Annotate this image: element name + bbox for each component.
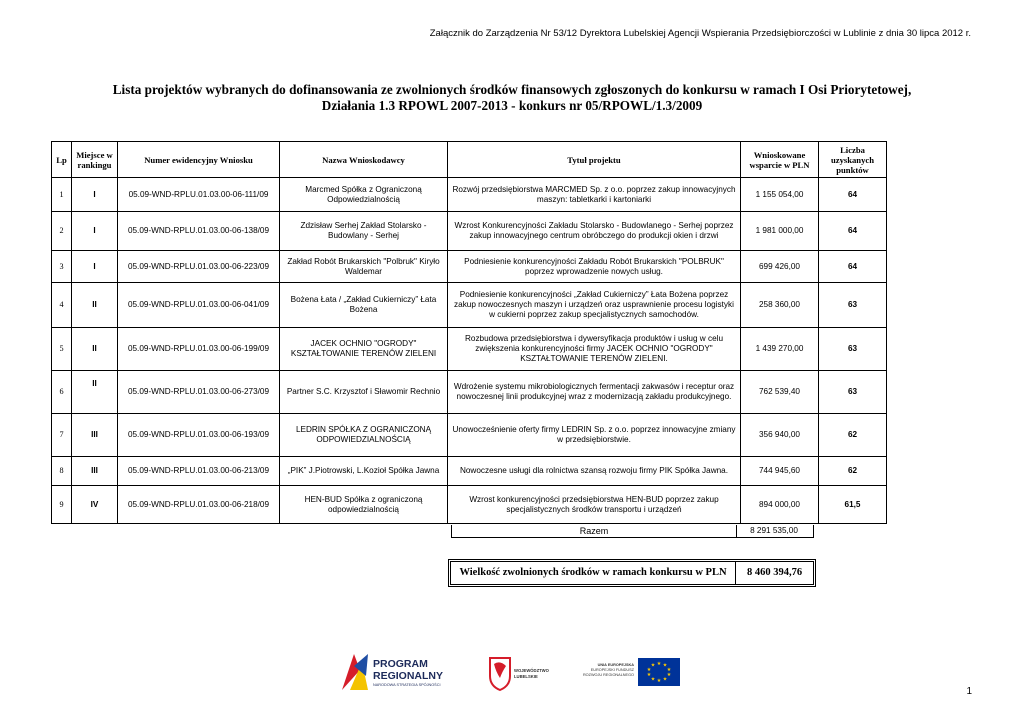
cell-applicant: Marcmed Spółka z Ograniczoną Odpowiedzialnością — [280, 178, 448, 212]
cell-rank: III — [72, 457, 118, 486]
table-header-row — [52, 142, 887, 178]
cell-lp: 4 — [52, 283, 72, 328]
table-row — [52, 212, 887, 251]
eu-line-2: EUROPEJSKI FUNDUSZ — [590, 668, 634, 672]
col-header-applicant: Nazwa Wnioskodawcy — [280, 142, 448, 178]
cell-lp: 3 — [52, 251, 72, 283]
cell-number: 05.09-WND-RPLU.01.03.00-06-041/09 — [118, 283, 280, 328]
cell-applicant: „PIK” J.Piotrowski, L.Kozioł Spółka Jawna — [280, 457, 448, 486]
table-row — [52, 371, 887, 414]
cell-rank: II — [72, 371, 118, 414]
table-row — [52, 328, 887, 371]
total-label: Razem — [451, 525, 737, 538]
cell-lp: 7 — [52, 414, 72, 457]
cell-number: 05.09-WND-RPLU.01.03.00-06-213/09 — [118, 457, 280, 486]
cell-amount: 258 360,00 — [741, 283, 819, 328]
cell-amount: 1 155 054,00 — [741, 178, 819, 212]
title-line-1: Lista projektów wybranych do dofinansowania ze zwolnionych środków finansowych zgłoszonych do konkursu w ramach I Osi Priorytetowej, — [112, 82, 912, 97]
eu-line-3: ROZWOJU REGIONALNEGO — [582, 673, 634, 677]
table-row — [52, 414, 887, 457]
col-header-rank: Miejsce w rankingu — [72, 142, 118, 178]
col-header-project: Tytuł projektu — [448, 142, 741, 178]
cell-amount: 894 000,00 — [741, 486, 819, 524]
cell-project: Rozwój przedsiębiorstwa MARCMED Sp. z o.o. poprzez zakup innowacyjnych maszyn: tabletkarki i kartoniarki — [448, 178, 741, 212]
cell-points: 61,5 — [819, 486, 887, 524]
cell-applicant: HEN-BUD Spółka z ograniczoną odpowiedzialnością — [280, 486, 448, 524]
cell-project: Podniesienie konkurencyjności Zakładu Robót Brukarskich "POLBRUK" poprzez wprowadzenie nowych usług. — [448, 251, 741, 283]
cell-project: Nowoczesne usługi dla rolnictwa szansą rozwoju firmy PIK Spółka Jawna. — [448, 457, 741, 486]
cell-project: Wzrost konkurencyjności przedsiębiorstwa HEN-BUD poprzez zakup specjalistycznych środków transportu i urządzeń — [448, 486, 741, 524]
summary-value: 8 460 394,76 — [746, 567, 803, 578]
footer-logos — [340, 652, 685, 692]
cell-project: Wdrożenie systemu mikrobiologicznych fermentacji zakwasów i receptur oraz nowoczesnej linii produkcyjnej wraz z modernizacją zakładu produkcyjnego. — [448, 371, 741, 414]
col-header-points: Liczba uzyskanych punktów — [819, 142, 887, 178]
cell-lp: 8 — [52, 457, 72, 486]
page-title — [60, 82, 964, 114]
summary-label: Wielkość zwolnionych środków w ramach konkursu w PLN — [451, 562, 736, 584]
cell-rank: II — [72, 328, 118, 371]
released-funds-summary — [450, 561, 814, 585]
cell-rank: I — [72, 178, 118, 212]
cell-number: 05.09-WND-RPLU.01.03.00-06-218/09 — [118, 486, 280, 524]
cell-project: Unowocześnienie oferty firmy LEDRIN Sp. z o.o. poprzez innowacyjne zmiany w przedsiębiorstwie. — [448, 414, 741, 457]
cell-applicant: JACEK OCHNIO "OGRODY" KSZTAŁTOWANIE TERENÓW ZIELENI — [280, 328, 448, 371]
svg-text:★: ★ — [646, 667, 652, 673]
eu-logo — [583, 658, 680, 686]
program-line-3: NARODOWA STRATEGIA SPÓJNOŚCI — [373, 683, 441, 687]
eu-line-1: UNIA EUROPEJSKA — [597, 663, 634, 667]
svg-text:★: ★ — [662, 662, 668, 669]
cell-points: 62 — [819, 414, 887, 457]
cell-points: 63 — [819, 328, 887, 371]
cell-amount: 762 539,40 — [741, 371, 819, 414]
total-value: 8 291 535,00 — [735, 525, 814, 538]
col-header-amount: Wnioskowane wsparcie w PLN — [741, 142, 819, 178]
cell-points: 62 — [819, 457, 887, 486]
cell-amount: 699 426,00 — [741, 251, 819, 283]
svg-text:★: ★ — [666, 667, 672, 673]
svg-text:★: ★ — [656, 678, 662, 684]
col-header-lp: Lp — [52, 142, 72, 178]
voivodeship-line-2: LUBELSKIE — [514, 674, 538, 679]
cell-lp: 6 — [52, 371, 72, 414]
cell-project: Wzrost Konkurencyjności Zakładu Stolarsko - Budowlanego - Serhej poprzez zakup innowacyjnego centrum obróbczego do produkcji okien i drzwi — [448, 212, 741, 251]
table-row — [52, 486, 887, 524]
cell-points: 64 — [819, 212, 887, 251]
cell-rank: II — [72, 283, 118, 328]
program-regionalny-logo — [342, 654, 443, 690]
cell-rank: I — [72, 212, 118, 251]
cell-applicant: Partner S.C. Krzysztof i Sławomir Rechnio — [280, 371, 448, 414]
cell-points: 64 — [819, 178, 887, 212]
svg-text:★: ★ — [650, 662, 656, 669]
table-row — [52, 251, 887, 283]
logos-strip — [340, 652, 685, 692]
cell-rank: I — [72, 251, 118, 283]
cell-number: 05.09-WND-RPLU.01.03.00-06-223/09 — [118, 251, 280, 283]
table-row — [52, 178, 887, 212]
cell-points: 63 — [819, 283, 887, 328]
cell-rank: IV — [72, 486, 118, 524]
cell-amount: 1 981 000,00 — [741, 212, 819, 251]
cell-number: 05.09-WND-RPLU.01.03.00-06-193/09 — [118, 414, 280, 457]
cell-rank: III — [72, 414, 118, 457]
svg-text:★: ★ — [656, 661, 662, 667]
program-line-1: PROGRAM — [373, 658, 428, 670]
title-line-2: Działania 1.3 RPOWL 2007-2013 - konkurs nr 05/RPOWL/1.3/2009 — [321, 98, 703, 113]
svg-text:★: ★ — [666, 672, 672, 678]
col-header-number: Numer ewidencyjny Wniosku — [118, 142, 280, 178]
cell-points: 64 — [819, 251, 887, 283]
cell-project: Rozbudowa przedsiębiorstwa i dywersyfikacja produktów i usług w celu zwiększenia konkurencyjności firmy JACEK OCHNIO "OGRODY" KSZTAŁTOWANIE TERENÓW ZIELENI. — [448, 328, 741, 371]
table-row — [52, 283, 887, 328]
cell-applicant: Zdzisław Serhej Zakład Stolarsko - Budowlany - Serhej — [280, 212, 448, 251]
cell-number: 05.09-WND-RPLU.01.03.00-06-273/09 — [118, 371, 280, 414]
page-number: 1 — [966, 686, 972, 697]
cell-lp: 1 — [52, 178, 72, 212]
cell-lp: 9 — [52, 486, 72, 524]
header-note: Załącznik do Zarządzenia Nr 53/12 Dyrektora Lubelskiej Agencji Wspierania Przedsiębiorczości w Lublinie z dnia 30 lipca 2012 r. — [429, 28, 971, 39]
cell-amount: 356 940,00 — [741, 414, 819, 457]
cell-applicant: LEDRIN SPÓŁKA Z OGRANICZONĄ ODPOWIEDZIALNOŚCIĄ — [280, 414, 448, 457]
cell-applicant: Bożena Łata / „Zakład Cukierniczy” Łata Bożena — [280, 283, 448, 328]
program-line-2: REGIONALNY — [373, 670, 444, 682]
cell-number: 05.09-WND-RPLU.01.03.00-06-138/09 — [118, 212, 280, 251]
cell-points: 63 — [819, 371, 887, 414]
cell-amount: 744 945,60 — [741, 457, 819, 486]
table-row — [52, 457, 887, 486]
cell-lp: 2 — [52, 212, 72, 251]
cell-applicant: Zakład Robót Brukarskich "Polbruk" Kiryło Waldemar — [280, 251, 448, 283]
svg-text:★: ★ — [646, 672, 652, 678]
lubelskie-crest-logo — [490, 658, 550, 690]
cell-number: 05.09-WND-RPLU.01.03.00-06-199/09 — [118, 328, 280, 371]
projects-table — [51, 141, 887, 524]
cell-lp: 5 — [52, 328, 72, 371]
cell-amount: 1 439 270,00 — [741, 328, 819, 371]
cell-project: Podniesienie konkurencyjności „Zakład Cukierniczy” Łata Bożena poprzez zakup nowoczesnych maszyn i urządzeń oraz usprawnienie procesu logistyki w cukierni poprzez zakup specjalistycznych samochodów. — [448, 283, 741, 328]
svg-text:★: ★ — [662, 676, 668, 683]
cell-number: 05.09-WND-RPLU.01.03.00-06-111/09 — [118, 178, 280, 212]
voivodeship-line-1: WOJEWÓDZTWO — [514, 668, 549, 673]
svg-text:★: ★ — [650, 676, 656, 683]
